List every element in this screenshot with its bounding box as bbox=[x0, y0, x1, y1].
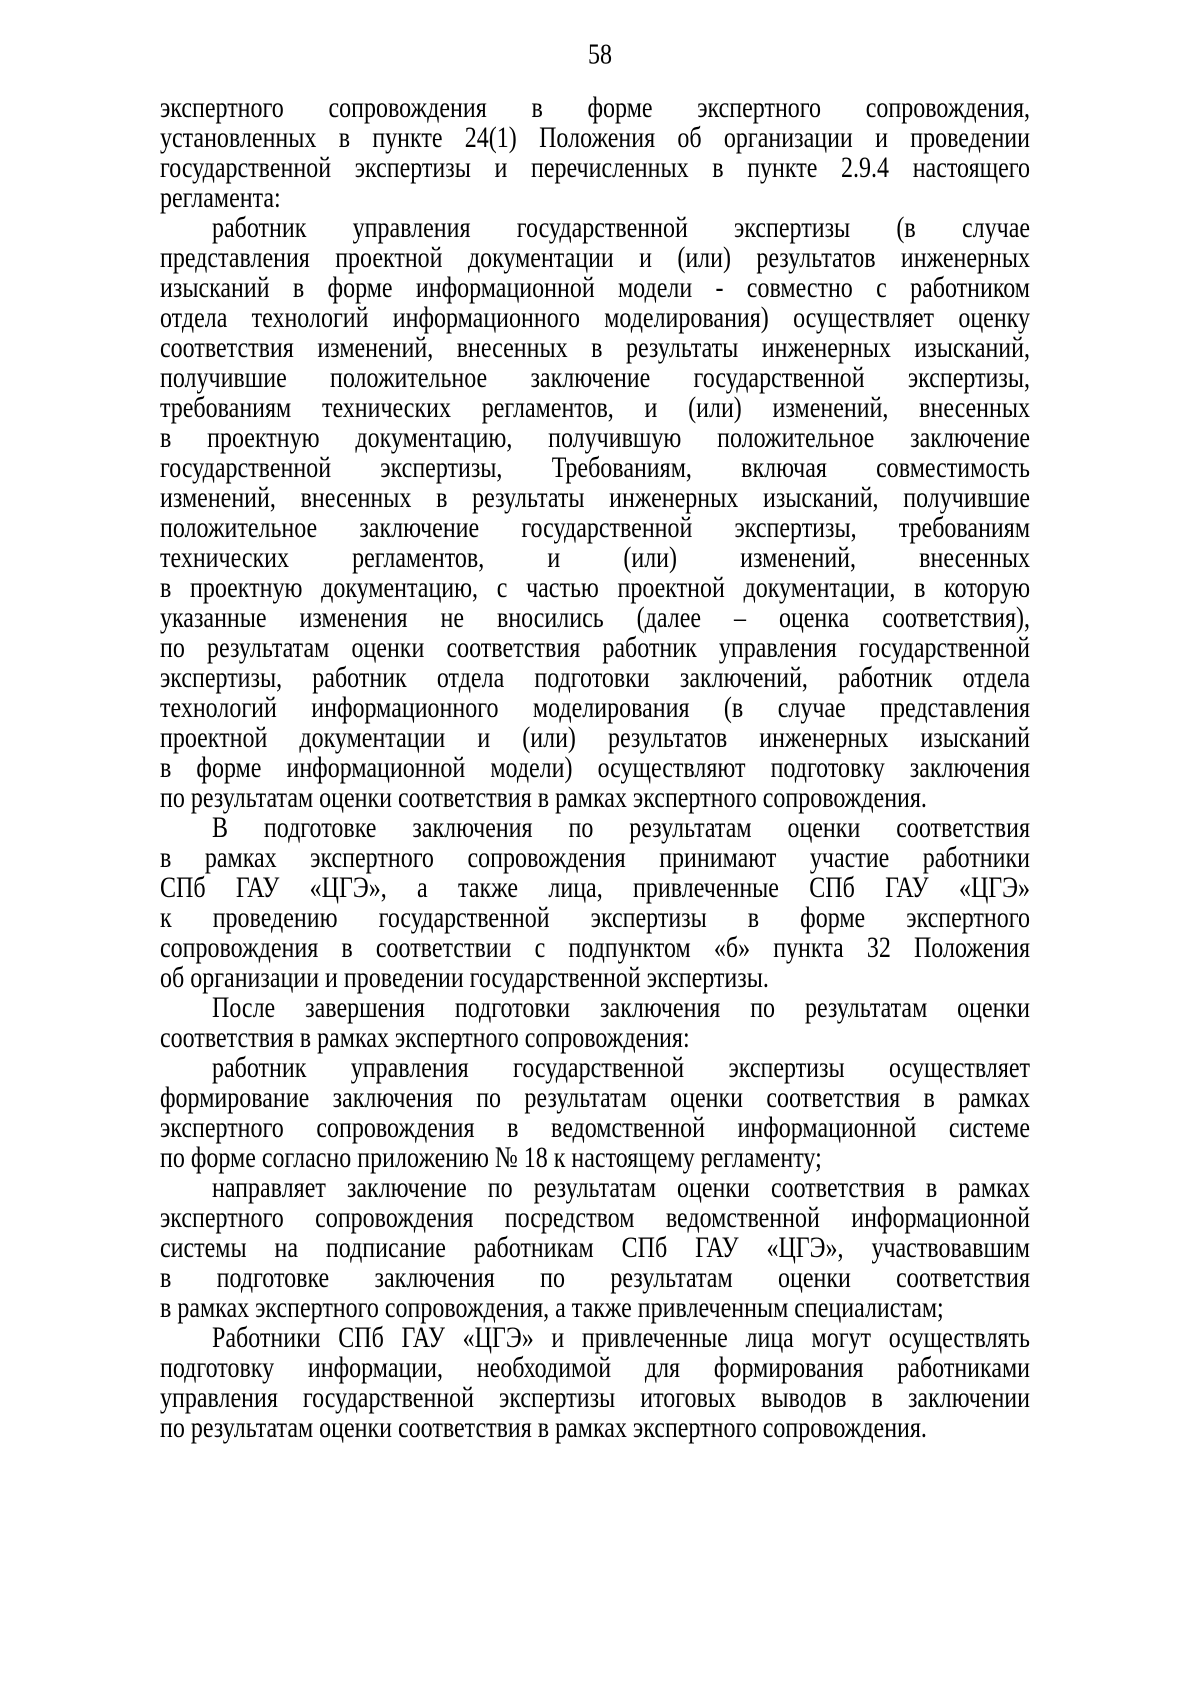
text-line: установленных в пункте 24(1) Положения об организации и проведении bbox=[160, 121, 1030, 155]
text-line: проектной документации и (или) результатов инженерных изысканий bbox=[160, 721, 1030, 755]
text-line: по форме согласно приложению № 18 к настоящему регламенту; bbox=[160, 1141, 822, 1175]
paragraph bbox=[160, 93, 1030, 213]
text-line: управления государственной экспертизы итоговых выводов в заключении bbox=[160, 1381, 1030, 1415]
text-line: технологий информационного моделирования (в случае представления bbox=[160, 691, 1030, 725]
text-line: в форме информационной модели) осуществляют подготовку заключения bbox=[160, 751, 1030, 785]
text-line: в подготовке заключения по результатам оценки соответствия bbox=[160, 1261, 1030, 1295]
text-line: представления проектной документации и (или) результатов инженерных bbox=[160, 241, 1030, 275]
text-line: по результатам оценки соответствия в рамках экспертного сопровождения. bbox=[160, 781, 927, 815]
text-line: государственной экспертизы, Требованиям, включая совместимость bbox=[160, 451, 1030, 485]
text-line: об организации и проведении государственной экспертизы. bbox=[160, 961, 769, 995]
text-line: указанные изменения не вносились (далее – оценка соответствия), bbox=[160, 601, 1030, 635]
text-line: экспертного сопровождения в ведомственной информационной системе bbox=[160, 1111, 1030, 1145]
text-line: Работники СПб ГАУ «ЦГЭ» и привлеченные лица могут осуществлять bbox=[212, 1321, 1030, 1355]
text-line: государственной экспертизы и перечисленных в пункте 2.9.4 настоящего bbox=[160, 151, 1030, 185]
paragraph bbox=[160, 1053, 1030, 1173]
paragraph bbox=[160, 213, 1030, 813]
page-number: 58 bbox=[588, 39, 612, 71]
text-line: После завершения подготовки заключения по результатам оценки bbox=[212, 991, 1030, 1025]
text-line: СПб ГАУ «ЦГЭ», а также лица, привлеченные СПб ГАУ «ЦГЭ» bbox=[160, 871, 1030, 905]
text-line: в проектную документацию, получившую положительное заключение bbox=[160, 421, 1030, 455]
text-line: по результатам оценки соответствия в рамках экспертного сопровождения. bbox=[160, 1411, 927, 1445]
text-line: положительное заключение государственной экспертизы, требованиям bbox=[160, 511, 1030, 545]
text-line: изменений, внесенных в результаты инженерных изысканий, получившие bbox=[160, 481, 1030, 515]
text-line: соответствия в рамках экспертного сопровождения: bbox=[160, 1021, 690, 1055]
text-line: подготовку информации, необходимой для формирования работниками bbox=[160, 1351, 1030, 1385]
text-line: в рамках экспертного сопровождения принимают участие работники bbox=[160, 841, 1030, 875]
text-line: получившие положительное заключение государственной экспертизы, bbox=[160, 361, 1030, 395]
paragraph bbox=[160, 993, 1030, 1053]
paragraph bbox=[160, 813, 1030, 993]
text-line: отдела технологий информационного моделирования) осуществляет оценку bbox=[160, 301, 1030, 335]
text-line: экспертного сопровождения в форме экспертного сопровождения, bbox=[160, 91, 1030, 125]
text-line: изысканий в форме информационной модели - совместно с работником bbox=[160, 271, 1030, 305]
document-body bbox=[160, 93, 1030, 1443]
text-line: системы на подписание работникам СПб ГАУ «ЦГЭ», участвовавшим bbox=[160, 1231, 1030, 1265]
text-line: по результатам оценки соответствия работник управления государственной bbox=[160, 631, 1030, 665]
text-line: сопровождения в соответствии с подпунктом «б» пункта 32 Положения bbox=[160, 931, 1030, 965]
paragraph bbox=[160, 1323, 1030, 1443]
text-line: В подготовке заключения по результатам оценки соответствия bbox=[212, 811, 1030, 845]
text-line: технических регламентов, и (или) изменений, внесенных bbox=[160, 541, 1030, 575]
text-line: работник управления государственной экспертизы осуществляет bbox=[212, 1051, 1030, 1085]
text-line: работник управления государственной экспертизы (в случае bbox=[212, 211, 1030, 245]
text-line: формирование заключения по результатам оценки соответствия в рамках bbox=[160, 1081, 1030, 1115]
text-line: экспертного сопровождения посредством ведомственной информационной bbox=[160, 1201, 1030, 1235]
text-line: в рамках экспертного сопровождения, а также привлеченным специалистам; bbox=[160, 1291, 944, 1325]
text-line: соответствия изменений, внесенных в результаты инженерных изысканий, bbox=[160, 331, 1030, 365]
text-line: направляет заключение по результатам оценки соответствия в рамках bbox=[212, 1171, 1030, 1205]
text-line: регламента: bbox=[160, 181, 281, 215]
text-line: к проведению государственной экспертизы в форме экспертного bbox=[160, 901, 1030, 935]
text-line: в проектную документацию, с частью проектной документации, в которую bbox=[160, 571, 1030, 605]
text-line: экспертизы, работник отдела подготовки заключений, работник отдела bbox=[160, 661, 1030, 695]
paragraph bbox=[160, 1173, 1030, 1323]
text-line: требованиям технических регламентов, и (или) изменений, внесенных bbox=[160, 391, 1030, 425]
